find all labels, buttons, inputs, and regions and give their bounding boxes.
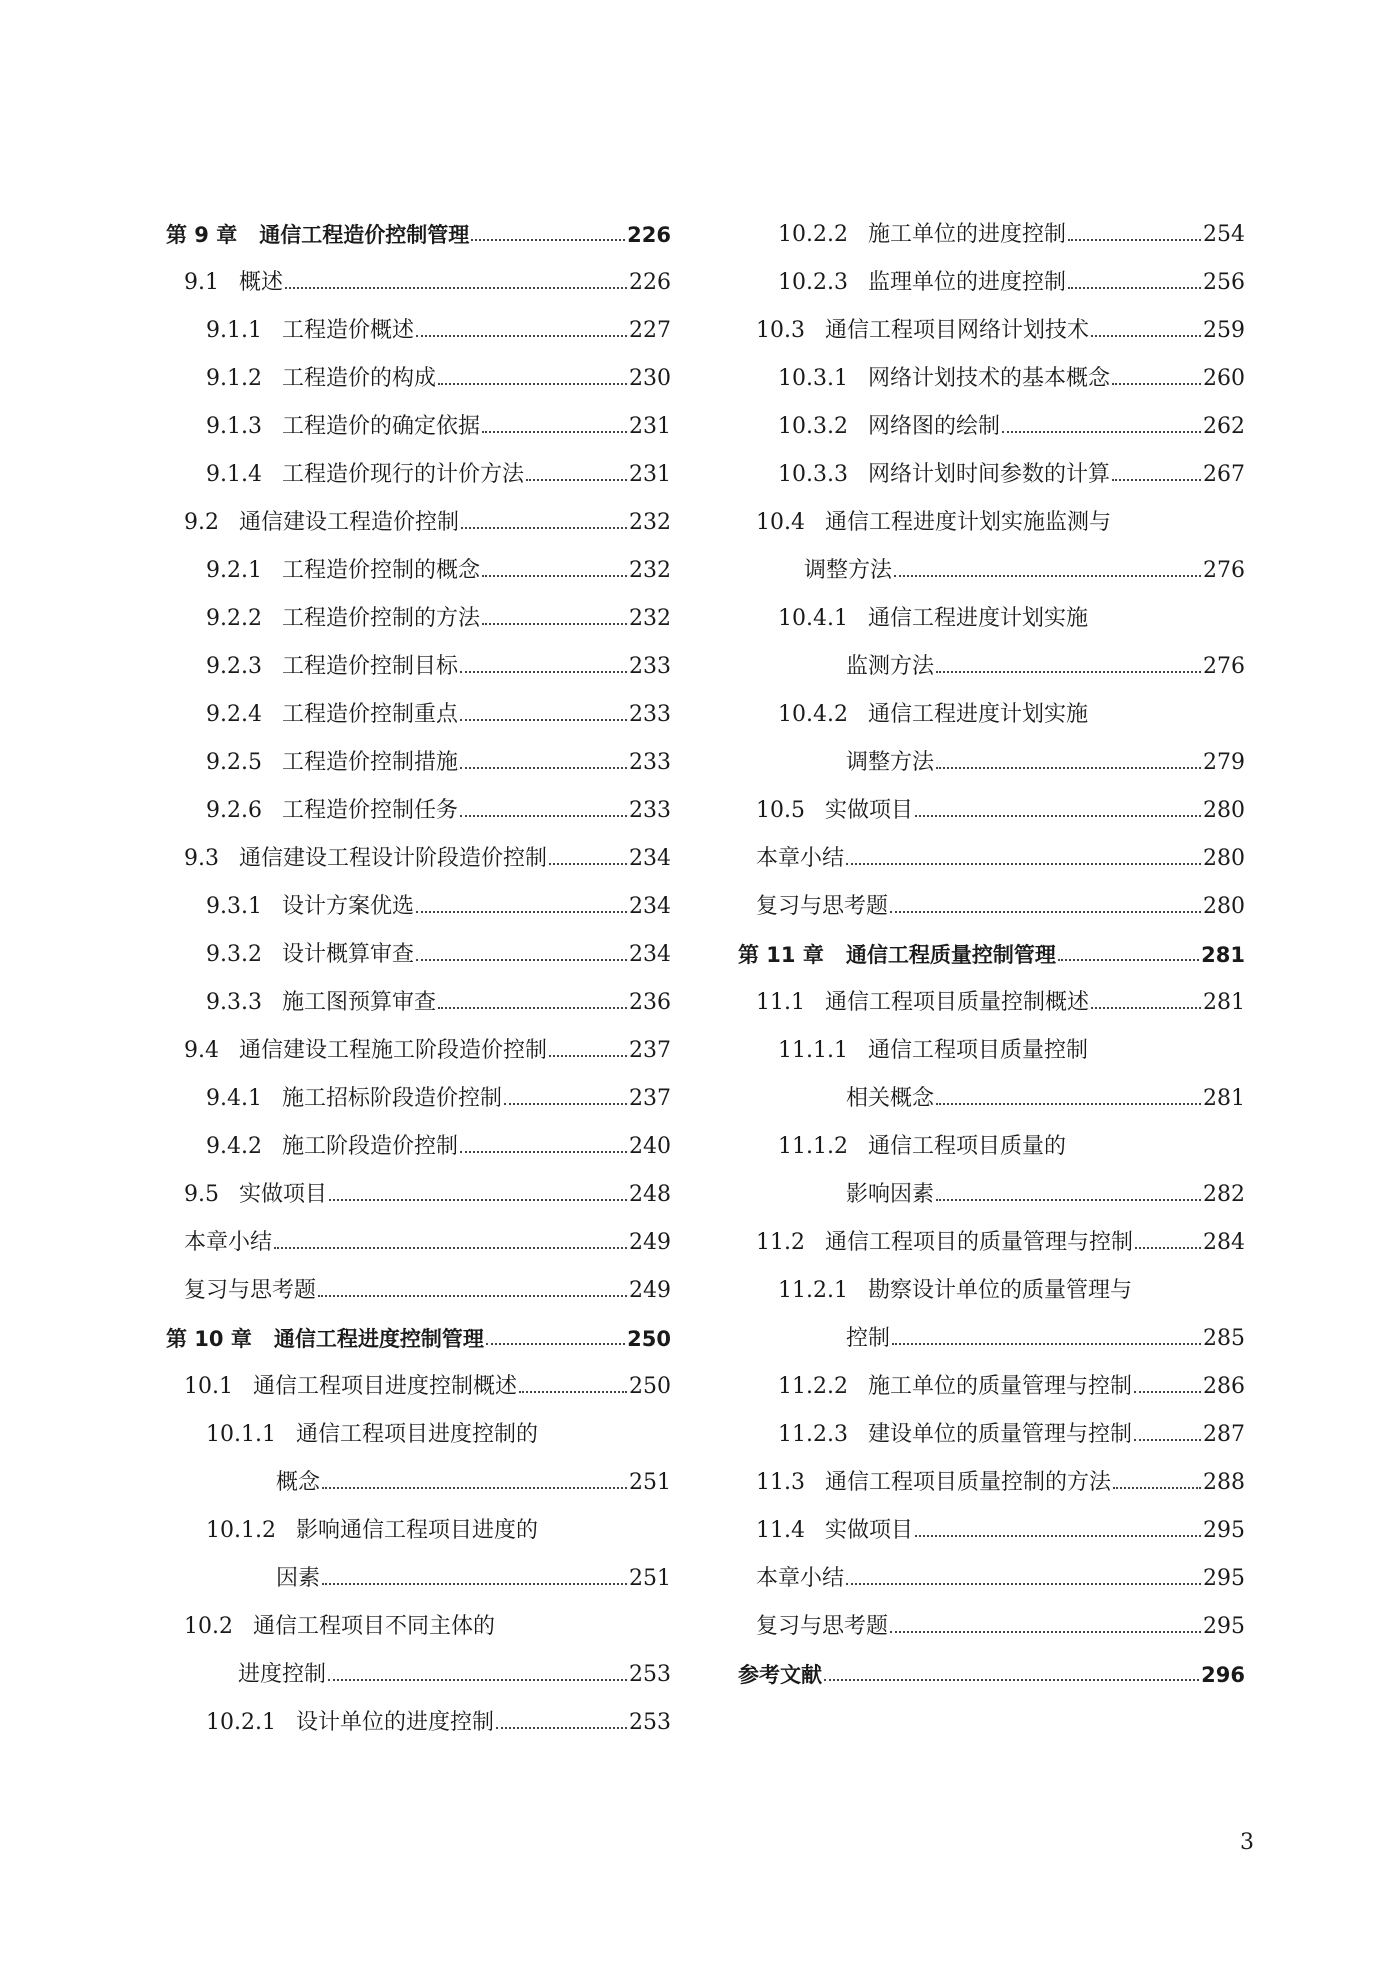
toc-section-number: 11.1.2 [778,1134,848,1159]
toc-entry-continuation[interactable] [166,1554,671,1602]
toc-title: 通信工程项目网络计划技术 [824,318,1089,343]
toc-entry-continuation[interactable] [166,1458,671,1506]
toc-section-number: 9.2.6 [206,798,262,823]
toc-entry-continuation[interactable] [738,738,1245,786]
toc-page-number: 237 [629,1038,671,1063]
toc-entry[interactable] [166,1410,671,1458]
toc-entry[interactable] [166,1170,671,1218]
toc-entry[interactable] [738,450,1245,498]
toc-title: 影响通信工程项目进度的 [295,1518,538,1543]
dot-leader [892,1343,1201,1345]
toc-page-number: 251 [629,1470,671,1495]
toc-entry[interactable] [166,1218,671,1266]
toc-title: 实做项目 [824,798,913,823]
toc-page-number: 295 [1203,1614,1245,1639]
toc-page-number: 282 [1203,1182,1245,1207]
toc-section-number: 9.3 [184,846,219,871]
toc-page-number: 250 [629,1374,671,1399]
toc-entry[interactable] [738,594,1245,642]
toc-entry[interactable] [166,498,671,546]
dot-leader [824,1679,1199,1681]
dot-leader [438,383,627,385]
toc-entry[interactable] [738,1554,1245,1602]
page-number: 3 [1240,1830,1254,1855]
toc-title: 设计方案优选 [281,894,414,919]
toc-title: 施工单位的质量管理与控制 [867,1374,1132,1399]
toc-title: 工程造价控制的概念 [281,558,480,583]
toc-entry[interactable] [738,1122,1245,1170]
dot-leader [416,335,627,337]
toc-title: 工程造价的构成 [281,366,436,391]
toc-page-number: 281 [1203,1086,1245,1111]
dot-leader [486,1343,625,1345]
toc-title: 复习与思考题 [184,1278,317,1303]
toc-page-number: 295 [1203,1518,1245,1543]
toc-entry[interactable] [166,1698,671,1746]
dot-leader [460,767,627,769]
toc-entry[interactable] [738,1266,1245,1314]
toc-entry[interactable] [166,882,671,930]
toc-page-number: 254 [1203,222,1245,247]
toc-title: 通信工程进度计划实施 [867,702,1088,727]
toc-chapter-entry[interactable] [738,930,1245,978]
toc-entry[interactable] [166,1122,671,1170]
toc-page-number: 237 [629,1086,671,1111]
dot-leader [549,1055,627,1057]
toc-title: 建设单位的质量管理与控制 [867,1422,1132,1447]
dot-leader [460,671,627,673]
dot-leader [915,1535,1201,1537]
toc-title: 工程造价控制重点 [281,702,458,727]
toc-title: 影响因素 [846,1182,935,1207]
toc-entry[interactable] [738,834,1245,882]
dot-leader [318,1295,627,1297]
toc-section-number: 10.2 [184,1614,233,1639]
dot-leader [416,911,627,913]
dot-leader [1112,383,1201,385]
toc-title: 监测方法 [846,654,935,679]
toc-entry-continuation[interactable] [738,1074,1245,1122]
toc-entry[interactable] [738,306,1245,354]
toc-title: 施工招标阶段造价控制 [281,1086,502,1111]
toc-section-number: 10.3.2 [778,414,848,439]
toc-section-number: 9.1 [184,270,219,295]
toc-title: 复习与思考题 [756,1614,889,1639]
dot-leader [496,1727,627,1729]
toc-entry[interactable] [738,354,1245,402]
toc-entry[interactable] [166,1602,671,1650]
toc-entry[interactable] [738,498,1245,546]
toc-page-number: 248 [629,1182,671,1207]
toc-page-number: 234 [629,942,671,967]
dot-leader [329,1199,627,1201]
toc-page-number: 249 [629,1230,671,1255]
toc-title: 监理单位的进度控制 [867,270,1066,295]
toc-entry[interactable] [166,1362,671,1410]
toc-entry[interactable] [166,402,671,450]
toc-section-number: 11.1 [756,990,805,1015]
toc-section-number: 11.2.2 [778,1374,848,1399]
toc-title: 通信工程项目不同主体的 [252,1614,495,1639]
toc-section-number: 第 9 章 [166,223,238,247]
toc-entry[interactable] [166,306,671,354]
dot-leader [1134,1391,1201,1393]
toc-entry[interactable] [166,786,671,834]
dot-leader [328,1679,627,1681]
toc-section-number: 9.4.2 [206,1134,262,1159]
toc-entry[interactable] [738,1458,1245,1506]
toc-page-number: 234 [629,846,671,871]
toc-section-number: 10.4 [756,510,805,535]
toc-title: 调整方法 [804,558,893,583]
toc-section-number: 10.4.2 [778,702,848,727]
toc-section-number: 9.5 [184,1182,219,1207]
toc-page-number: 253 [629,1710,671,1735]
toc-page-number: 256 [1203,270,1245,295]
toc-page-number: 233 [629,702,671,727]
toc-section-number: 9.2 [184,510,219,535]
toc-page-number: 288 [1203,1470,1245,1495]
toc-title: 网络计划技术的基本概念 [867,366,1110,391]
toc-title: 通信建设工程施工阶段造价控制 [239,1038,548,1063]
toc-entry[interactable] [166,690,671,738]
toc-page-number: 233 [629,750,671,775]
dot-leader [519,1391,627,1393]
dot-leader [1091,335,1201,337]
dot-leader [461,527,627,529]
toc-section-number: 9.2.5 [206,750,262,775]
dot-leader [526,479,627,481]
toc-page-number: 226 [627,223,671,247]
toc-right-column [738,210,1245,1698]
dot-leader [549,863,627,865]
toc-title: 参考文献 [738,1663,822,1687]
toc-page-number: 234 [629,894,671,919]
toc-page-number: 286 [1203,1374,1245,1399]
dot-leader [460,1151,627,1153]
toc-title: 进度控制 [238,1662,327,1687]
toc-entry[interactable] [738,402,1245,450]
toc-entry[interactable] [166,258,671,306]
toc-page-number: 233 [629,654,671,679]
toc-section-number: 10.2.2 [778,222,848,247]
toc-title: 本章小结 [756,1566,845,1591]
toc-entry[interactable] [166,834,671,882]
toc-page-number: 232 [629,606,671,631]
toc-entry[interactable] [738,1602,1245,1650]
dot-leader [438,1007,627,1009]
toc-section-number: 9.1.1 [206,318,262,343]
toc-entry[interactable] [738,1362,1245,1410]
toc-entry[interactable] [166,354,671,402]
toc-page-number: 296 [1201,1663,1245,1687]
toc-title: 工程造价概述 [281,318,414,343]
toc-title: 概述 [239,270,284,295]
dot-leader [1112,479,1201,481]
toc-section-number: 10.3 [756,318,805,343]
toc-section-number: 9.4.1 [206,1086,262,1111]
toc-entry[interactable] [166,642,671,690]
toc-page-number: 280 [1203,894,1245,919]
toc-section-number: 9.1.2 [206,366,262,391]
toc-chapter-entry[interactable] [166,1314,671,1362]
toc-page-number: 232 [629,558,671,583]
dot-leader [1068,239,1201,241]
dot-leader [890,1631,1201,1633]
toc-page-number: 231 [629,414,671,439]
toc-entry[interactable] [738,978,1245,1026]
toc-section-number: 10.1 [184,1374,233,1399]
toc-entry-continuation[interactable] [738,642,1245,690]
toc-title: 通信工程进度计划实施 [867,606,1088,631]
toc-page-number: 295 [1203,1566,1245,1591]
toc-title: 通信工程造价控制管理 [259,223,470,247]
toc-title: 施工单位的进度控制 [867,222,1066,247]
toc-title: 概念 [276,1470,321,1495]
toc-title: 通信工程进度控制管理 [273,1327,484,1351]
toc-entry[interactable] [166,1266,671,1314]
toc-title: 工程造价控制措施 [281,750,458,775]
toc-title: 工程造价现行的计价方法 [281,462,524,487]
toc-title: 勘察设计单位的质量管理与 [867,1278,1132,1303]
toc-title: 通信工程项目质量控制 [867,1038,1088,1063]
dot-leader [936,1103,1201,1105]
toc-section-number: 9.3.2 [206,942,262,967]
dot-leader [482,623,627,625]
toc-page-number: 227 [629,318,671,343]
toc-title: 施工阶段造价控制 [281,1134,458,1159]
toc-section-number: 第 10 章 [166,1327,252,1351]
toc-title: 通信工程项目质量控制概述 [824,990,1089,1015]
toc-page-number: 276 [1203,654,1245,679]
toc-title: 通信工程项目的质量管理与控制 [824,1230,1133,1255]
toc-page-number: 230 [629,366,671,391]
toc-title: 本章小结 [184,1230,273,1255]
toc-title: 通信建设工程设计阶段造价控制 [239,846,548,871]
dot-leader [1068,287,1201,289]
toc-section-number: 9.1.3 [206,414,262,439]
toc-section-number: 10.1.2 [206,1518,276,1543]
dot-leader [322,1487,627,1489]
toc-page-number: 281 [1201,943,1245,967]
toc-page-number: 249 [629,1278,671,1303]
toc-page-number: 280 [1203,846,1245,871]
toc-chapter-entry[interactable] [738,1650,1245,1698]
toc-title: 网络图的绘制 [867,414,1000,439]
toc-entry[interactable] [738,1218,1245,1266]
toc-title: 本章小结 [756,846,845,871]
toc-title: 工程造价控制任务 [281,798,458,823]
dot-leader [416,959,627,961]
dot-leader [1058,959,1199,961]
toc-page-number: 285 [1203,1326,1245,1351]
dot-leader [1113,1487,1201,1489]
toc-title: 施工图预算审查 [281,990,436,1015]
dot-leader [504,1103,627,1105]
toc-page-number: 262 [1203,414,1245,439]
toc-section-number: 10.2.1 [206,1710,276,1735]
toc-section-number: 10.4.1 [778,606,848,631]
dot-leader [936,767,1201,769]
toc-entry[interactable] [738,1506,1245,1554]
toc-page-number: 284 [1203,1230,1245,1255]
toc-page-number: 287 [1203,1422,1245,1447]
toc-entry[interactable] [166,1074,671,1122]
toc-page-number: 236 [629,990,671,1015]
dot-leader [915,815,1201,817]
toc-entry[interactable] [166,1506,671,1554]
dot-leader [1135,1247,1201,1249]
toc-entry-continuation[interactable] [738,1170,1245,1218]
dot-leader [936,671,1201,673]
toc-page-number: 226 [629,270,671,295]
toc-left-column [166,210,671,1746]
toc-page-number: 260 [1203,366,1245,391]
dot-leader [846,863,1201,865]
toc-entry-continuation[interactable] [738,1314,1245,1362]
toc-section-number: 第 11 章 [738,943,824,967]
toc-page-number: 250 [627,1327,671,1351]
toc-section-number: 11.2.1 [778,1278,848,1303]
toc-title: 调整方法 [846,750,935,775]
toc-title: 设计概算审查 [281,942,414,967]
toc-section-number: 9.2.4 [206,702,262,727]
toc-title: 通信工程质量控制管理 [845,943,1056,967]
toc-title: 复习与思考题 [756,894,889,919]
dot-leader [285,287,627,289]
toc-section-number: 11.2 [756,1230,805,1255]
toc-title: 设计单位的进度控制 [295,1710,494,1735]
toc-section-number: 10.5 [756,798,805,823]
toc-section-number: 10.3.3 [778,462,848,487]
toc-title: 控制 [846,1326,891,1351]
toc-entry[interactable] [738,1410,1245,1458]
toc-title: 工程造价控制目标 [281,654,458,679]
toc-title: 实做项目 [239,1182,328,1207]
toc-title: 通信工程项目进度控制概述 [252,1374,517,1399]
toc-title: 通信工程进度计划实施监测与 [824,510,1111,535]
dot-leader [460,815,627,817]
toc-entry[interactable] [166,546,671,594]
toc-title: 因素 [276,1566,321,1591]
toc-page-number: 259 [1203,318,1245,343]
toc-entry[interactable] [166,1026,671,1074]
toc-page-number: 281 [1203,990,1245,1015]
toc-page-number: 279 [1203,750,1245,775]
toc-page-number: 253 [629,1662,671,1687]
dot-leader [482,431,627,433]
toc-section-number: 9.3.3 [206,990,262,1015]
dot-leader [890,911,1201,913]
toc-page-number: 251 [629,1566,671,1591]
toc-entry[interactable] [738,690,1245,738]
toc-page-number: 240 [629,1134,671,1159]
toc-entry-continuation[interactable] [166,1650,671,1698]
dot-leader [460,719,627,721]
toc-title: 相关概念 [846,1086,935,1111]
toc-section-number: 11.1.1 [778,1038,848,1063]
toc-section-number: 10.1.1 [206,1422,276,1447]
toc-chapter-entry[interactable] [166,210,671,258]
toc-section-number: 11.4 [756,1518,805,1543]
toc-title: 通信建设工程造价控制 [239,510,460,535]
toc-title: 通信工程项目质量控制的方法 [824,1470,1111,1495]
dot-leader [936,1199,1201,1201]
toc-title: 工程造价的确定依据 [281,414,480,439]
toc-entry[interactable] [166,594,671,642]
toc-section-number: 11.2.3 [778,1422,848,1447]
toc-entry-continuation[interactable] [738,546,1245,594]
toc-entry[interactable] [166,978,671,1026]
toc-section-number: 9.3.1 [206,894,262,919]
toc-page-number: 232 [629,510,671,535]
dot-leader [846,1583,1201,1585]
toc-title: 网络计划时间参数的计算 [867,462,1110,487]
dot-leader [1002,431,1201,433]
toc-page-number: 280 [1203,798,1245,823]
toc-entry[interactable] [738,210,1245,258]
toc-section-number: 9.2.3 [206,654,262,679]
toc-title: 通信工程项目质量的 [867,1134,1066,1159]
toc-page-number: 267 [1203,462,1245,487]
toc-entry[interactable] [738,882,1245,930]
toc-section-number: 9.2.1 [206,558,262,583]
dot-leader [1091,1007,1201,1009]
toc-title: 通信工程项目进度控制的 [295,1422,538,1447]
dot-leader [322,1583,627,1585]
toc-title: 工程造价控制的方法 [281,606,480,631]
toc-page-number: 233 [629,798,671,823]
dot-leader [482,575,627,577]
toc-section-number: 9.2.2 [206,606,262,631]
toc-entry[interactable] [738,786,1245,834]
toc-page-number: 231 [629,462,671,487]
toc-section-number: 10.2.3 [778,270,848,295]
dot-leader [471,239,625,241]
dot-leader [274,1247,627,1249]
toc-title: 实做项目 [824,1518,913,1543]
toc-section-number: 10.3.1 [778,366,848,391]
toc-entry[interactable] [166,738,671,786]
toc-entry[interactable] [166,930,671,978]
toc-page-number: 276 [1203,558,1245,583]
dot-leader [894,575,1201,577]
toc-entry[interactable] [738,258,1245,306]
toc-entry[interactable] [738,1026,1245,1074]
toc-section-number: 9.4 [184,1038,219,1063]
toc-section-number: 11.3 [756,1470,805,1495]
toc-entry[interactable] [166,450,671,498]
dot-leader [1134,1439,1201,1441]
toc-section-number: 9.1.4 [206,462,262,487]
